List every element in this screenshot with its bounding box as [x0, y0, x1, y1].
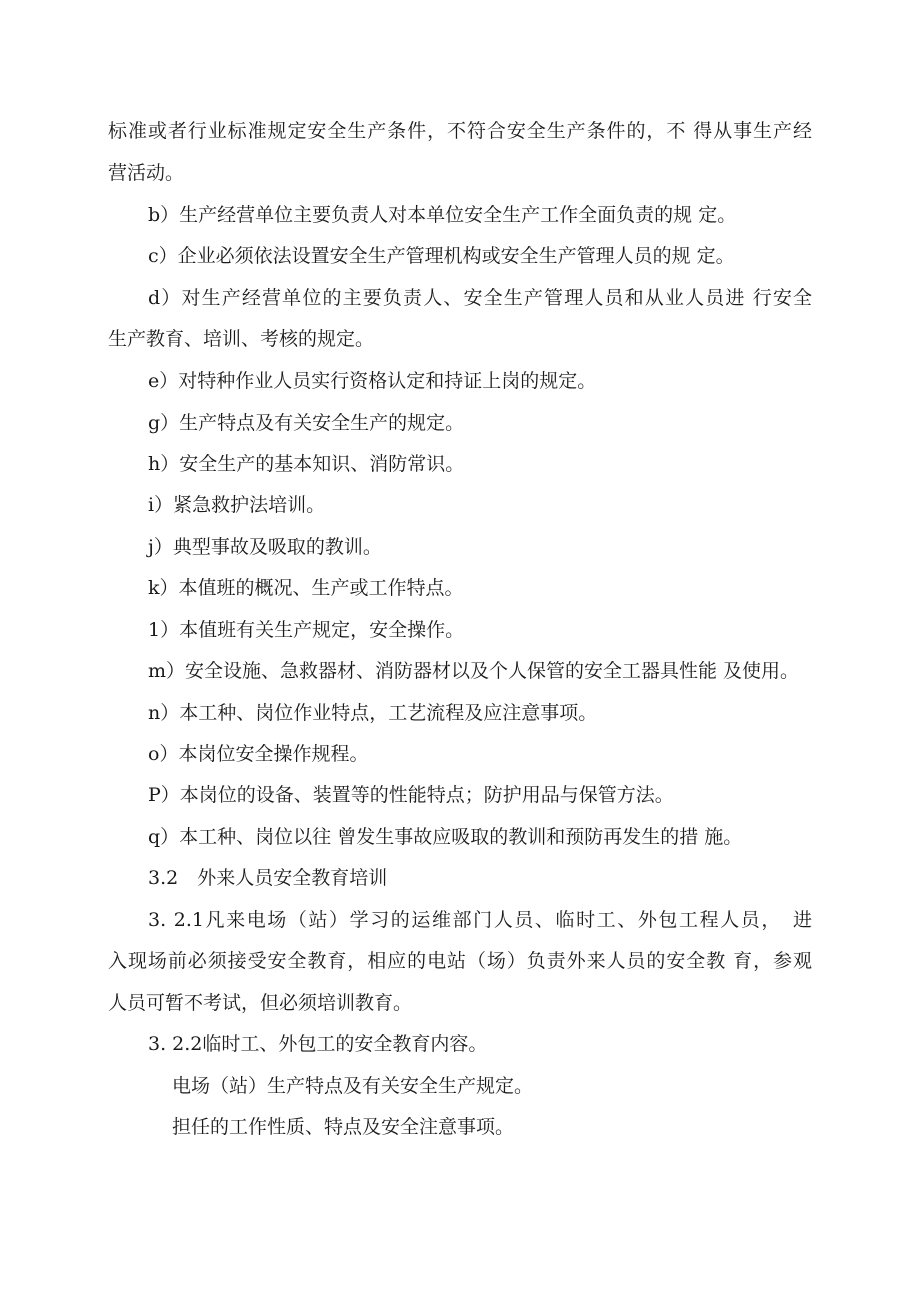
paragraph-line: 营活动。	[108, 162, 185, 184]
list-item-q: q）本工种、岗位以往 曾发生事故应吸取的教训和预防再发生的措 施。	[148, 826, 743, 848]
list-item-i: i）紧急救护法培训。	[148, 494, 326, 516]
paragraph-line: 入现场前必须接受安全教育，相应的电站（场）负责外来人员的安全教 育，参观	[108, 950, 812, 972]
list-item-k: k）本值班的概况、生产或工作特点。	[148, 577, 464, 599]
list-item-p: P）本岗位的设备、装置等的性能特点；防护用品与保管方法。	[148, 784, 674, 806]
paragraph-line: 3. 2.1凡来电场（站）学习的运维部门人员、临时工、外包工程人员， 进	[148, 909, 812, 931]
subsection-heading: 3. 2.2临时工、外包工的安全教育内容。	[148, 1033, 488, 1055]
list-item-g: g）生产特点及有关安全生产的规定。	[148, 412, 465, 434]
list-item-b: b）生产经营单位主要负责人对本单位安全生产工作全面负责的规 定。	[148, 204, 737, 226]
list-item-m: m）安全设施、急救器材、消防器材以及个人保管的安全工器具性能 及使用。	[148, 660, 800, 682]
list-item-n: n）本工种、岗位作业特点，工艺流程及应注意事项。	[148, 702, 598, 724]
list-item-e: e）对特种作业人员实行资格认定和持证上岗的规定。	[148, 370, 597, 392]
paragraph-line: 标准或者行业标准规定安全生产条件，不符合安全生产条件的，不 得从事生产经	[108, 120, 812, 142]
list-item-o: o）本岗位安全操作规程。	[148, 743, 369, 765]
list-item-h: h）安全生产的基本知识、消防常识。	[148, 453, 465, 475]
list-item-j: j）典型事故及吸取的教训。	[148, 536, 382, 558]
list-item-l: 1）本值班有关生产规定，安全操作。	[148, 619, 465, 641]
paragraph-line: 人员可暂不考试，但必须培训教育。	[108, 992, 413, 1014]
paragraph-line: 电场（站）生产特点及有关安全生产规定。	[172, 1075, 534, 1097]
list-item-d-continued: 生产教育、培训、考核的规定。	[108, 328, 375, 350]
section-heading: 3.2 外来人员安全教育培训	[148, 867, 388, 889]
list-item-d: d）对生产经营单位的主要负责人、安全生产管理人员和从业人员进 行安全	[148, 287, 812, 309]
list-item-c: c）企业必须依法设置安全生产管理机构或安全生产管理人员的规 定。	[148, 245, 735, 267]
paragraph-line: 担任的工作性质、特点及安全注意事项。	[172, 1116, 515, 1138]
